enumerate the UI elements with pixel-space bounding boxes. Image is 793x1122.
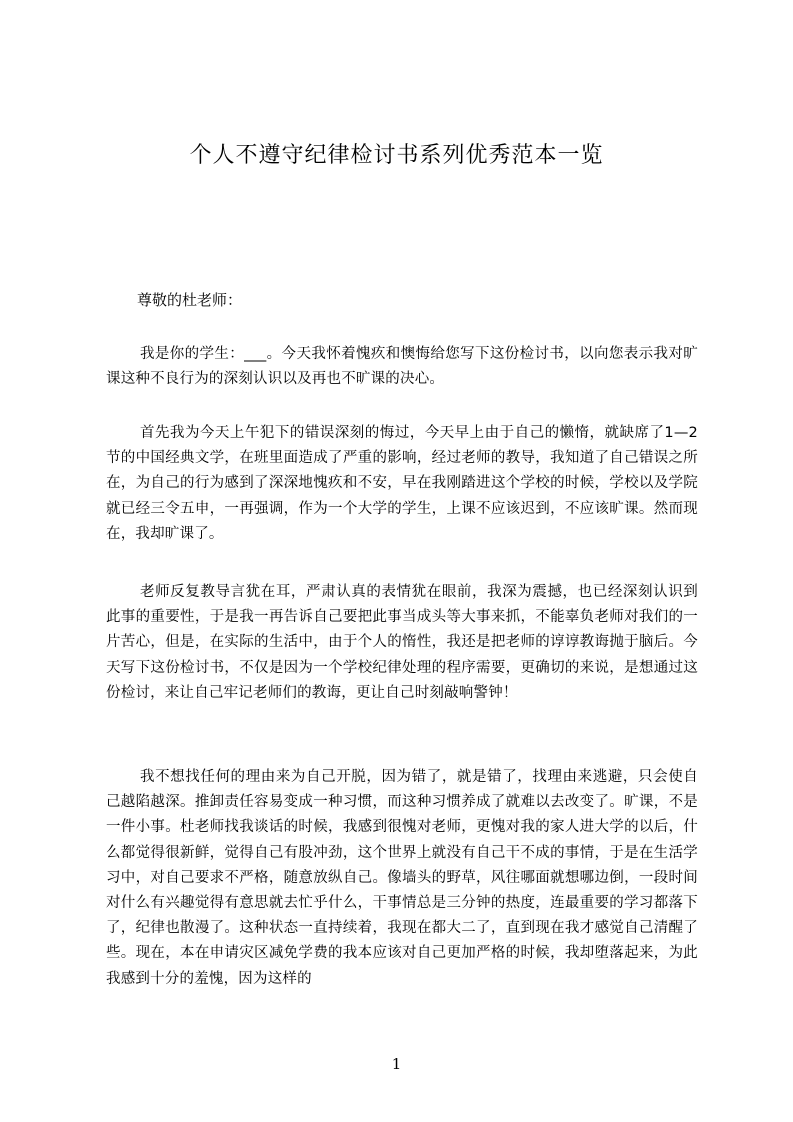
page-number: 1 [391,1055,402,1073]
salutation: 尊敬的杜老师： [137,291,243,309]
paragraph-3: 老师反复教导言犹在耳，严肃认真的表情犹在眼前，我深为震撼，也已经深刻认识到此事的重要性，于是我一再告诉自己要把此事当成头等大事来抓，不能辜负老师对我们的一片苦心，但是，在实际的生活中，由于个人的惰性，我还是把老师的谆谆教诲抛于脑后。今天写下这份检讨书，不仅是因为一个学校纪律处理的程序需要，更确切的来说，是想通过这份检讨，来让自己牢记老师们的教诲，更让自己时刻敲响警钟！ [106,584,698,701]
paragraph-1: 我是你的学生：___。今天我怀着愧疚和懊悔给您写下这份检讨书，以向您表示我对旷课这种不良行为的深刻认识以及再也不旷课的决心。 [106,346,698,388]
paragraph-4: 我不想找任何的理由来为自己开脱，因为错了，就是错了，找理由来逃避，只会使自己越陷越深。推卸责任容易变成一种习惯，而这种习惯养成了就难以去改变了。旷课，不是一件小事。杜老师找我谈话的时候，我感到很愧对老师，更愧对我的家人进大学的以后，什么都觉得很新鲜，觉得自己有股冲劲，这个世界上就没有自己干不成的事情，于是在生活学习中，对自己要求不严格，随意放纵自己。像墙头的野草，风往哪面就想哪边倒，一段时间对什么有兴趣觉得有意思就去忙乎什么，干事情总是三分钟的热度，连最重要的学习都落下了，纪律也散漫了。这种状态一直持续着，我现在都大二了，直到现在我才感觉自己清醒了些。现在，本在申请灾区减免学费的我本应该对自己更加严格的时候，我却堕落起来，为此我感到十分的羞愧，因为这样的 [106,769,698,987]
document-title: 个人不遵守纪律检讨书系列优秀范本一览 [189,143,604,168]
paragraph-2: 首先我为今天上午犯下的错误深刻的悔过，今天早上由于自己的懒惰，就缺席了1—2节的中国经典文学，在班里面造成了严重的影响，经过老师的教导，我知道了自己错误之所在，为自己的行为感到了深深地愧疚和不安，早在我刚踏进这个学校的时候，学校以及学院就已经三令五申，一再强调，作为一个大学的学生，上课不应该迟到，不应该旷课。然而现在，我却旷课了。 [106,425,698,542]
